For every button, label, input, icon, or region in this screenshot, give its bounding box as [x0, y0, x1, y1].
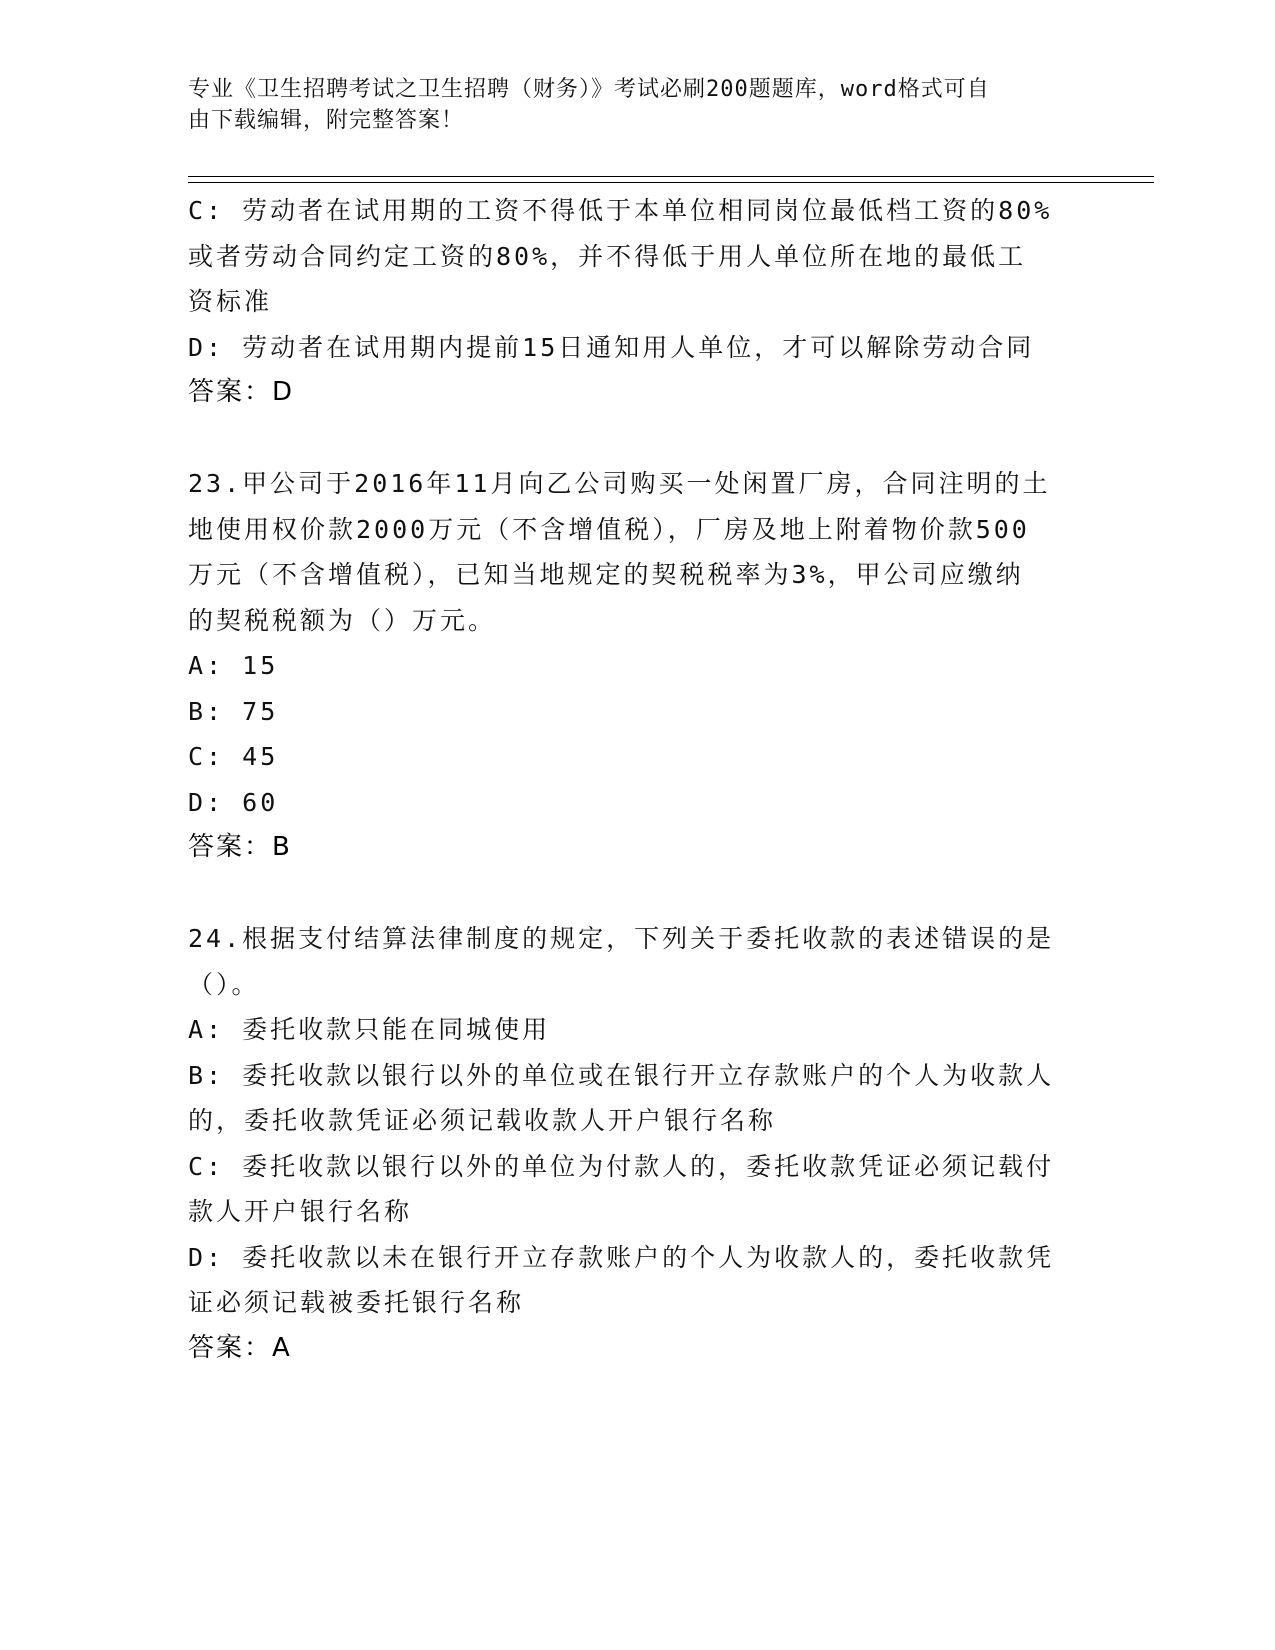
- question-24: [188, 916, 1078, 1371]
- q22-option-d: D: 劳动者在试用期内提前15日通知用人单位，才可以解除劳动合同: [188, 332, 1035, 362]
- document-body: [188, 188, 1078, 1371]
- header-divider-thick: [188, 176, 1154, 177]
- q23-option-a: A: 15: [188, 651, 279, 680]
- q23-answer: 答案：B: [188, 832, 292, 862]
- q23-stem-line-3: 万元（不含增值税），已知当地规定的契税税率为3%，甲公司应缴纳: [188, 560, 1024, 589]
- q23-option-c: C: 45: [188, 742, 279, 771]
- q24-option-b-line-2: 的，委托收款凭证必须记载收款人开户银行名称: [188, 1106, 777, 1135]
- q22-option-c-line-3: 资标准: [188, 287, 273, 316]
- q22-option-c-line-2: 或者劳动合同约定工资的80%，并不得低于用人单位所在地的最低工: [188, 241, 1027, 271]
- page-header: [188, 74, 1068, 136]
- q22-answer: 答案：D: [188, 377, 295, 407]
- q23-stem-line-1: 23.甲公司于2016年11月向乙公司购买一处闲置厂房，合同注明的土: [188, 469, 1051, 498]
- q24-option-d-line-1: D: 委托收款以未在银行开立存款账户的个人为收款人的，委托收款凭: [188, 1242, 1055, 1272]
- spacer: [188, 871, 1078, 917]
- q24-option-c-line-2: 款人开户银行名称: [188, 1197, 413, 1226]
- header-line-1: 专业《卫生招聘考试之卫生招聘（财务）》考试必刷200题题库，word格式可自: [188, 77, 990, 102]
- q24-answer: 答案：A: [188, 1332, 292, 1363]
- header-divider-thin: [188, 182, 1154, 183]
- q24-option-b-line-1: B: 委托收款以银行以外的单位或在银行开立存款账户的个人为收款人: [188, 1060, 1055, 1090]
- spacer: [188, 416, 1078, 462]
- q24-option-c-line-1: C: 委托收款以银行以外的单位为付款人的，委托收款凭证必须记载付: [188, 1151, 1055, 1181]
- q23-option-d: D: 60: [188, 787, 279, 817]
- q23-stem-line-4: 的契税税额为（）万元。: [188, 605, 497, 635]
- q22-option-c-line-1: C: 劳动者在试用期的工资不得低于本单位相同岗位最低档工资的80%: [188, 196, 1053, 225]
- q24-option-d-line-2: 证必须记载被委托银行名称: [188, 1288, 525, 1317]
- question-22-continuation: [188, 188, 1078, 416]
- q23-stem-line-2: 地使用权价款2000万元（不含增值税），厂房及地上附着物价款500: [188, 514, 1030, 544]
- q24-stem-line-2: （）。: [188, 969, 260, 999]
- header-line-2: 由下载编辑，附完整答案！: [188, 108, 465, 133]
- q23-option-b: B: 75: [188, 696, 279, 726]
- q24-option-a: A: 委托收款只能在同城使用: [188, 1015, 551, 1044]
- question-23: [188, 461, 1078, 871]
- q24-stem-line-1: 24.根据支付结算法律制度的规定，下列关于委托收款的表述错误的是: [188, 924, 1055, 953]
